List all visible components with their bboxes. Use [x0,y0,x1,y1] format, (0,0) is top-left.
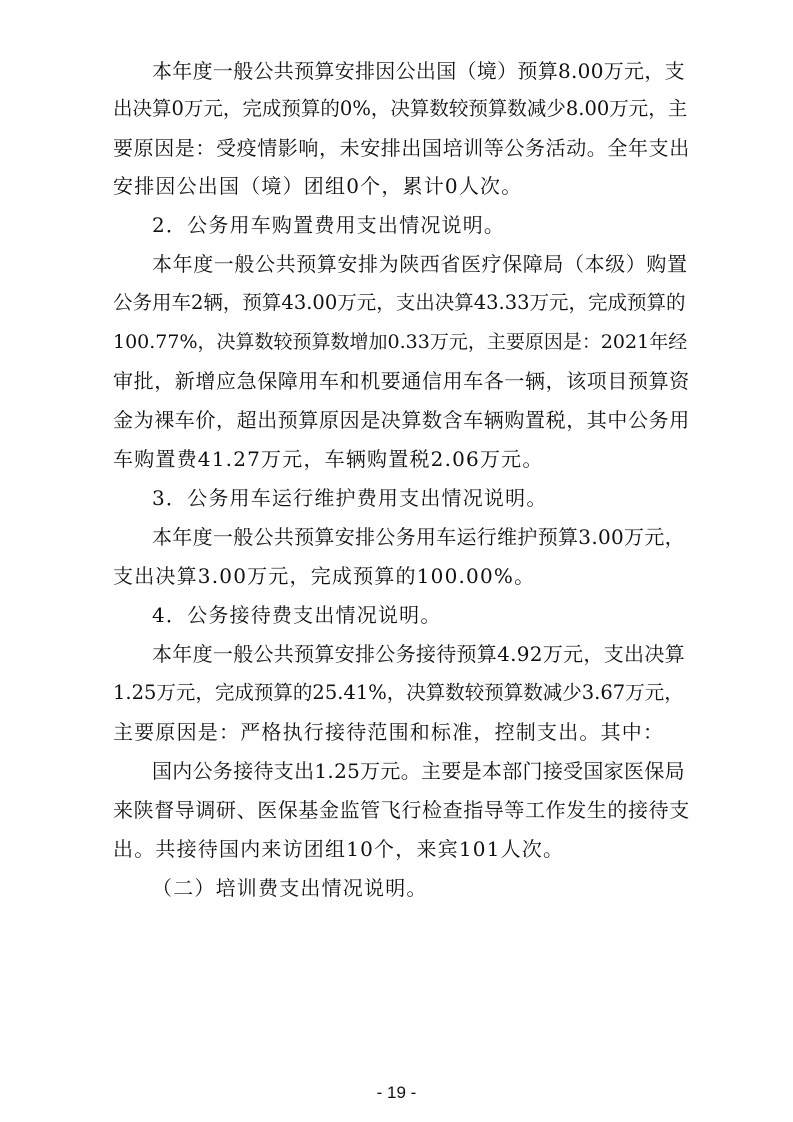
text-line: 公务用车2辆，预算43.00万元，支出决算43.33万元，完成预算的 [113,291,686,314]
text-line: 主要原因是：严格执行接待范围和标准，控制支出。其中： [113,720,665,744]
section-heading: 3．公务用车运行维护费用支出情况说明。 [152,486,548,510]
text-line: 车购置费41.27万元，车辆购置税2.06万元。 [113,447,544,471]
text-line: 金为裸车价，超出预算原因是决算数含车辆购置税，其中公务用 [113,408,690,432]
page-number: - 19 - [376,1083,417,1102]
text-line: 本年度一般公共预算安排公务用车运行维护预算3.00万元， [152,525,685,549]
text-line: 1.25万元，完成预算的25.41%，决算数较预算数减少3.67万元， [113,681,684,704]
text-line: 来陕督导调研、医保基金监管飞行检查指导等工作发生的接待支 [113,798,690,822]
section-heading: 4．公务接待费支出情况说明。 [152,603,442,627]
text-line: 100.77%，决算数较预算数增加0.33万元，主要原因是：2021年经 [113,331,688,353]
text-line: 支出决算3.00万元，完成预算的100.00%。 [113,564,536,588]
text-line: 安排因公出国（境）团组0个，累计0人次。 [113,174,523,198]
section-heading: 2．公务用车购置费用支出情况说明。 [152,213,506,237]
text-line: 要原因是：受疫情影响，未安排出国培训等公务活动。全年支出 [113,136,690,160]
text-line: 审批，新增应急保障用车和机要通信用车各一辆，该项目预算资 [113,369,690,393]
text-line: 本年度一般公共预算安排因公出国（境）预算8.00万元，支 [152,59,685,83]
text-line: 国内公务接待支出1.25万元。主要是本部门接受国家医保局 [152,759,685,783]
section-heading: （二）培训费支出情况说明。 [152,876,428,900]
text-line: 本年度一般公共预算安排为陕西省医疗保障局（本级）购置 [152,252,688,276]
text-line: 本年度一般公共预算安排公务接待预算4.92万元，支出决算 [152,642,685,666]
text-line: 出。共接待国内来访团组10个，来宾101人次。 [113,837,565,861]
text-line: 出决算0万元，完成预算的0%，决算数较预算数减少8.00万元，主 [113,97,688,120]
